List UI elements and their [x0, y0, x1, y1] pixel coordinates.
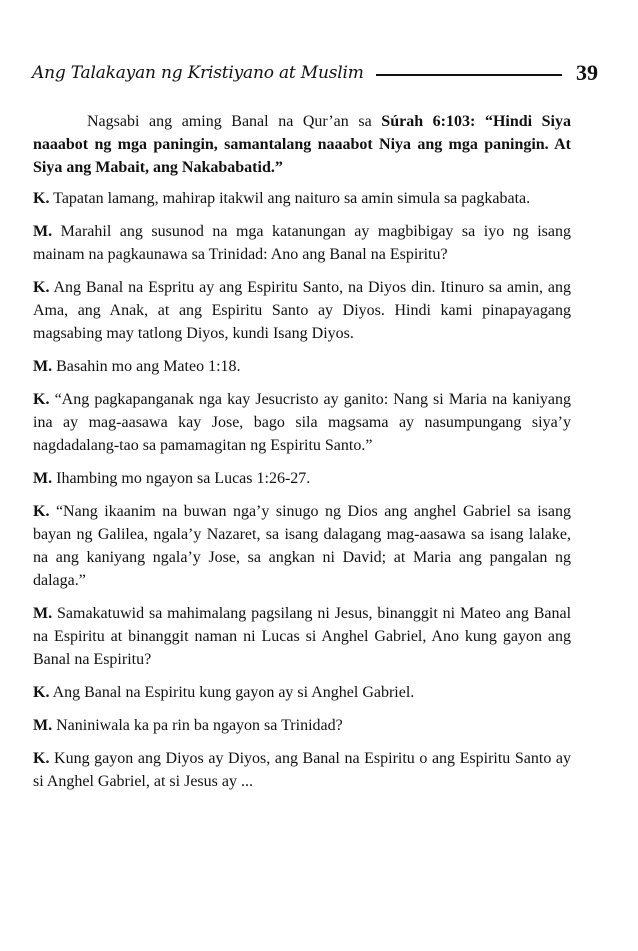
dialogue-text: “Nang ikaanim na buwan nga’y sinugo ng Dios ang anghel Gabriel sa isang bayan ng Galilea, ngala’y Nazaret, sa isang dalagang mag-aasawa sa isang lalake, na ang kaniyang ngala’y Jose, sa angkan ni David; at Maria ang pangalan ng dalaga.”: [33, 503, 572, 589]
speaker-label: K.: [33, 750, 50, 767]
dialogue-text: Marahil ang susunod na mga katanungan ay magbibigay sa iyo ng isang mainam na pagkaunawa sa Trinidad: Ano ang Banal na Espiritu?: [33, 223, 571, 263]
speaker-label: K.: [33, 279, 50, 296]
dialogue-entry: [33, 220, 571, 266]
page-number: 39: [576, 60, 598, 85]
intro-paragraph: [33, 110, 571, 179]
speaker-label: M.: [33, 470, 53, 487]
dialogue-entry: [33, 602, 571, 671]
dialogue-text: Ang Banal na Espiritu kung gayon ay si Anghel Gabriel.: [52, 684, 415, 701]
speaker-label: K.: [33, 391, 50, 408]
page-body: [33, 110, 571, 803]
dialogue-entry: [33, 187, 571, 210]
dialogue-text: “Ang pagkapanganak nga kay Jesucristo ay ganito: Nang si Maria na kaniyang ina ay mag-aasawa kay Jose, bago sila magsama ay nasumpungang siya’y nagdadalang-tao sa pamamagitan ng Espiritu Santo.”: [33, 391, 571, 454]
speaker-label: K.: [33, 684, 50, 701]
header-rule: [376, 74, 562, 76]
dialogue-text: Tapatan lamang, mahirap itakwil ang naituro sa amin simula sa pagkabata.: [53, 190, 531, 207]
quran-quote: “Hindi Siya naaabot ng mga paningin, samantalang naaabot Niya ang mga paningin. At Siya ang Mabait, ang Nakababatid.”: [33, 113, 572, 176]
dialogue-entry: [33, 747, 571, 793]
dialogue-entry: [33, 276, 571, 345]
dialogue-entry: [33, 355, 571, 378]
speaker-label: M.: [33, 223, 53, 240]
page-header: [32, 56, 598, 90]
dialogue-text: Naniniwala ka pa rin ba ngayon sa Trinidad?: [56, 717, 343, 734]
running-title: Ang Talakayan ng Kristiyano at Muslim: [32, 63, 364, 83]
dialogue-text: Samakatuwid sa mahimalang pagsilang ni Jesus, binanggit ni Mateo ang Banal na Espiritu at binanggit naman ni Lucas si Anghel Gabriel, Ano kung gayon ang Banal na Espiritu?: [33, 605, 572, 668]
speaker-label: M.: [33, 717, 53, 734]
surah-reference: Súrah 6:103:: [381, 113, 485, 130]
speaker-label: K.: [33, 190, 50, 207]
dialogue-entry: [33, 681, 571, 704]
dialogue-text: Ang Banal na Espritu ay ang Espiritu Santo, na Diyos din. Itinuro sa amin, ang Ama, ang Anak, at ang Espiritu Santo ay Diyos. Hindi kami pinapayagang magsabing may tatlong Diyos, kundi Isang Diyos.: [33, 279, 571, 342]
speaker-label: K.: [33, 503, 50, 520]
dialogue-entry: [33, 467, 571, 490]
dialogue-text: Ihambing mo ngayon sa Lucas 1:26-27.: [56, 470, 311, 487]
speaker-label: M.: [33, 358, 53, 375]
dialogue-text: Kung gayon ang Diyos ay Diyos, ang Banal na Espiritu o ang Espiritu Santo ay si Anghel Gabriel, at si Jesus ay ...: [33, 750, 572, 790]
dialogue-entry: [33, 388, 571, 457]
speaker-label: M.: [33, 605, 53, 622]
intro-lead: Nagsabi ang aming Banal na Qur’an sa: [87, 113, 382, 130]
dialogue-entry: [33, 714, 571, 737]
dialogue-text: Basahin mo ang Mateo 1:18.: [56, 358, 241, 375]
dialogue-entry: [33, 500, 571, 592]
